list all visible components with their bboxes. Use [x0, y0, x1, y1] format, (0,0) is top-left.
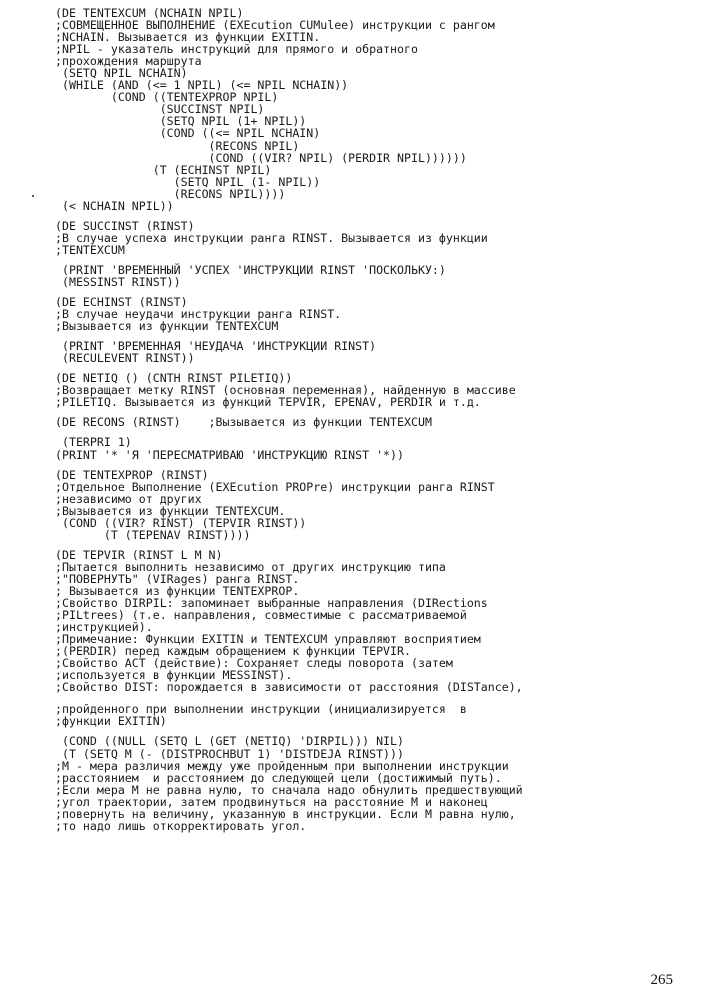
- code-line: ;NPIL - указатель инструкций для прямого и обратного: [55, 42, 418, 57]
- code-line: (DE ECHINST (RINST): [55, 295, 188, 310]
- code-line: ; Вызывается из функции TENTEXPROP.: [55, 583, 300, 598]
- code-line: (COND ((NULL (SETQ L (GET (NETIQ) 'DIRPIL))) NIL): [55, 734, 405, 749]
- code-line: (RECULEVENT RINST)): [55, 351, 195, 366]
- code-line: ;Свойство DIRPIL: запоминает выбранные направления (DIRections: [55, 596, 488, 611]
- code-line: ;используется в функции MESSINST).: [55, 668, 293, 683]
- code-line: (DE RECONS (RINST) ;Вызывается из функции TENTEXCUM: [55, 415, 432, 430]
- code-line: ;функции EXITIN): [55, 714, 167, 729]
- code-line: ;В случае успеха инструкции ранга RINST. Вызывается из функции: [55, 230, 488, 245]
- code-line: ;M - мера различия между уже пройденным при выполнении инструкции: [55, 758, 509, 773]
- code-line: ;пройденного при выполнении инструкции (инициализируется в: [55, 702, 467, 717]
- code-line: ;PILtrees) (т.е. направления, совместимые с рассматриваемой: [55, 608, 467, 623]
- code-line: ;инструкцией).: [55, 620, 153, 635]
- code-line: ;повернуть на величину, указанную в инструкции. Если M равна нулю,: [55, 806, 516, 821]
- code-line: ;PILETIQ. Вызывается из функций TEPVIR, EPENAV, PERDIR и т.д.: [55, 395, 481, 410]
- code-line: (COND ((<= NPIL NCHAIN): [55, 126, 321, 141]
- code-line: (PRINT 'ВРЕМЕННЫЙ 'УСПЕХ 'ИНСТРУКЦИИ RINST 'ПОСКОЛЬКУ:): [55, 262, 446, 277]
- code-line: (< NCHAIN NPIL)): [55, 198, 174, 213]
- code-line: ;Отдельное Выполнение (EXEcution PROPre) инструкции ранга RINST: [55, 479, 495, 494]
- code-line: (COND ((VIR? NPIL) (PERDIR NPIL)))))): [55, 150, 467, 165]
- code-line: (DE TENTEXCUM (NCHAIN NPIL): [55, 6, 244, 20]
- code-line: ;Если мера M не равна нулю, то сначала надо обнулить предшествующий: [55, 782, 523, 797]
- block-gap: [55, 428, 695, 436]
- code-line: ;прохождения маршрута: [55, 54, 202, 69]
- code-line: (T (TEPENAV RINST)))): [55, 527, 251, 542]
- page-number: 265: [650, 972, 673, 988]
- code-line: (T (SETQ M (- (DISTPROCHBUT 1) 'DISTDEJA RINST))): [55, 746, 405, 761]
- code-line: (COND ((TENTEXPROP NPIL): [55, 90, 279, 105]
- stray-mark: [32, 195, 34, 197]
- code-line: ;В случае неудачи инструкции ранга RINST.: [55, 307, 342, 322]
- code-line: ;(PERDIR) перед каждым обращением к функции TEPVIR.: [55, 644, 411, 659]
- code-line: ;Свойство ACT (действие): Сохраняет следы поворота (затем: [55, 656, 453, 671]
- code-line: (DE TEPVIR (RINST L M N): [55, 547, 223, 562]
- code-line: (DE NETIQ () (CNTH RINST PILETIQ)): [55, 371, 293, 386]
- code-line: (COND ((VIR? RINST) (TEPVIR RINST)): [55, 515, 307, 530]
- code-line: ;TENTEXCUM: [55, 242, 125, 257]
- code-line: (T (ECHINST NPIL): [55, 162, 272, 177]
- code-line: (PRINT 'ВРЕМЕННАЯ 'НЕУДАЧА 'ИНСТРУКЦИИ RINST): [55, 339, 377, 354]
- code-line: ;то надо лишь откорректировать угол.: [55, 818, 307, 833]
- code-line: ;Вызывается из функции TENTEXCUM.: [55, 503, 286, 518]
- code-line: (DE SUCCINST (RINST): [55, 218, 195, 233]
- code-line: ;Пытается выполнить независимо от других инструкцию типа: [55, 559, 446, 574]
- code-line: ;NCHAIN. Вызывается из функции EXITIN.: [55, 30, 321, 45]
- code-line: ;"ПОВЕРНУТЬ" (VIRages) ранга RINST.: [55, 571, 300, 586]
- code-line: ;Примечание: Функции EXITIN и TENTEXCUM управляют восприятием: [55, 632, 481, 647]
- code-line: (SETQ NPIL (1- NPIL)): [55, 174, 321, 189]
- code-listing: [55, 7, 695, 832]
- code-line: (SETQ NPIL NCHAIN): [55, 66, 188, 81]
- code-line: ;независимо от других: [55, 491, 202, 506]
- code-line: ;Возвращает метку RINST (основная переменная), найденную в массиве: [55, 383, 516, 398]
- code-line: (MESSINST RINST)): [55, 274, 181, 289]
- code-line: ;расстоянием и расстоянием до следующей цели (достижимый путь).: [55, 770, 502, 785]
- code-line: ;угол траектории, затем продвинуться на расстояние M и наконец: [55, 794, 488, 809]
- code-line: (PRINT '* 'Я 'ПЕРЕСМАТРИВАЮ 'ИНСТРУКЦИЮ RINST '*)): [55, 447, 405, 462]
- code-line: (TERPRI 1): [55, 435, 132, 450]
- code-line: (RECONS NPIL): [55, 138, 300, 153]
- code-line: ;Свойство DIST: порождается в зависимости от расстояния (DISTance),: [55, 680, 523, 695]
- code-line: (SUCCINST NPIL): [55, 102, 265, 117]
- code-line: (SETQ NPIL (1+ NPIL)): [55, 114, 307, 129]
- code-line: ;Вызывается из функции TENTEXCUM: [55, 319, 279, 334]
- code-line: (WHILE (AND (<= 1 NPIL) (<= NPIL NCHAIN)): [55, 78, 349, 93]
- code-line: (DE TENTEXPROP (RINST): [55, 467, 209, 482]
- code-line: ;СОВМЕЩЕННОЕ ВЫПОЛНЕНИЕ (EXEcution CUMulee) инструкции с рангом: [55, 18, 495, 33]
- code-line: (RECONS NPIL)))): [55, 186, 286, 201]
